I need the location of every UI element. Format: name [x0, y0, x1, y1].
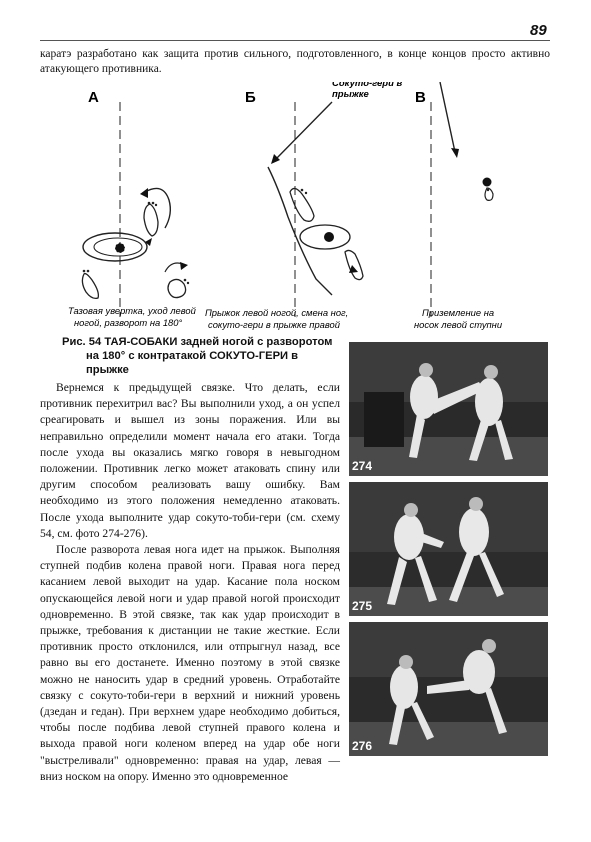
photo-274-label: 274	[352, 459, 373, 473]
photo-274-image	[349, 342, 548, 476]
footwork-diagram	[40, 82, 550, 334]
diagram-caption-b2: сокуто-гери в прыжке правой	[208, 319, 340, 330]
figure-caption-line3: прыжке	[86, 364, 129, 376]
diagram-caption-a1: Тазовая увертка, уход левой	[68, 305, 196, 316]
section-b-footwork	[268, 102, 363, 295]
photo-274	[349, 342, 548, 476]
label-v: В	[415, 89, 426, 106]
page-number: 89	[530, 22, 547, 39]
figure-caption-line1: Рис. 54 ТАЯ-СОБАКИ задней ногой с разворотом	[62, 336, 333, 348]
diagram-caption-v2: носок левой ступни	[414, 319, 503, 330]
photo-275	[349, 482, 548, 616]
figure-caption	[62, 335, 337, 377]
arrow-label-line2: прыжке	[332, 89, 369, 100]
intro-paragraph: каратэ разработано как защита против сильного, подготовленного, в конце концов просто активно атакующего противника.	[40, 48, 550, 75]
label-b: Б	[245, 89, 256, 106]
photo-276-image	[349, 622, 548, 756]
paragraph-2: После разворота левая нога идет на прыжок. Выполняя ступней подбив колена правой ноги. Правая нога перед касанием левой выходит на удар. Касание пола носком опускающейся левой ноги и удар правой ногой происходит одновременно. В этой связке, так как удар происходит в прыжке, требования к дистанции не такие жесткие. Если противник просто отклонился, или отпрыгнул назад, все равно вы его достанете. Именно поэтому в этой связке можно не наносить удар в средний уровень. Отработайте связку с сокуто-тоби-гери в верхний и нижний уровень (дзедан и гедан). При верхнем ударе необходимо добиться, чтобы после подбива левой ступней правого колена и выхода правой ноги коленом вперед на удар обе ноги "выстреливали" одновременно: правая на удар, левая — вниз носком на опору. Именно это одновременное	[40, 543, 340, 783]
photo-276	[349, 622, 548, 756]
section-a-footwork	[82, 188, 189, 298]
body-text	[40, 380, 340, 785]
arrow-label-line1: Сокуто-гери в	[332, 82, 403, 89]
label-a: А	[88, 89, 99, 106]
section-v-footwork	[440, 82, 493, 200]
diagram-caption-v1: Приземление на	[422, 307, 495, 318]
photo-275-image	[349, 482, 548, 616]
diagram-caption-b1: Прыжок левой ногой, смена ног,	[205, 307, 349, 318]
paragraph-1: Вернемся к предыдущей связке. Что делать, если противник перехитрил вас? Вы выполнили уход, а он успел среагировать и вышел из зоны поражения. Или вы неправильно определили момент начала его атаки. Тогда после ухода вы оказались мягко говоря в невыгодном положении. Противник легко может атаковать спину или другим способом реализовать вашу ошибку. Вам необходимо из этого положения немедленно атаковать. После ухода выполните удар сокуто-тоби-гери (см. схему 54, см. фото 274-276).	[40, 381, 340, 540]
photo-276-label: 276	[352, 739, 373, 753]
header-rule	[40, 40, 550, 41]
photo-275-label: 275	[352, 599, 373, 613]
figure-caption-line2: на 180° с контратакой СОКУТО-ГЕРИ в	[86, 350, 299, 362]
diagram-caption-a2: ногой, разворот на 180°	[74, 317, 183, 328]
